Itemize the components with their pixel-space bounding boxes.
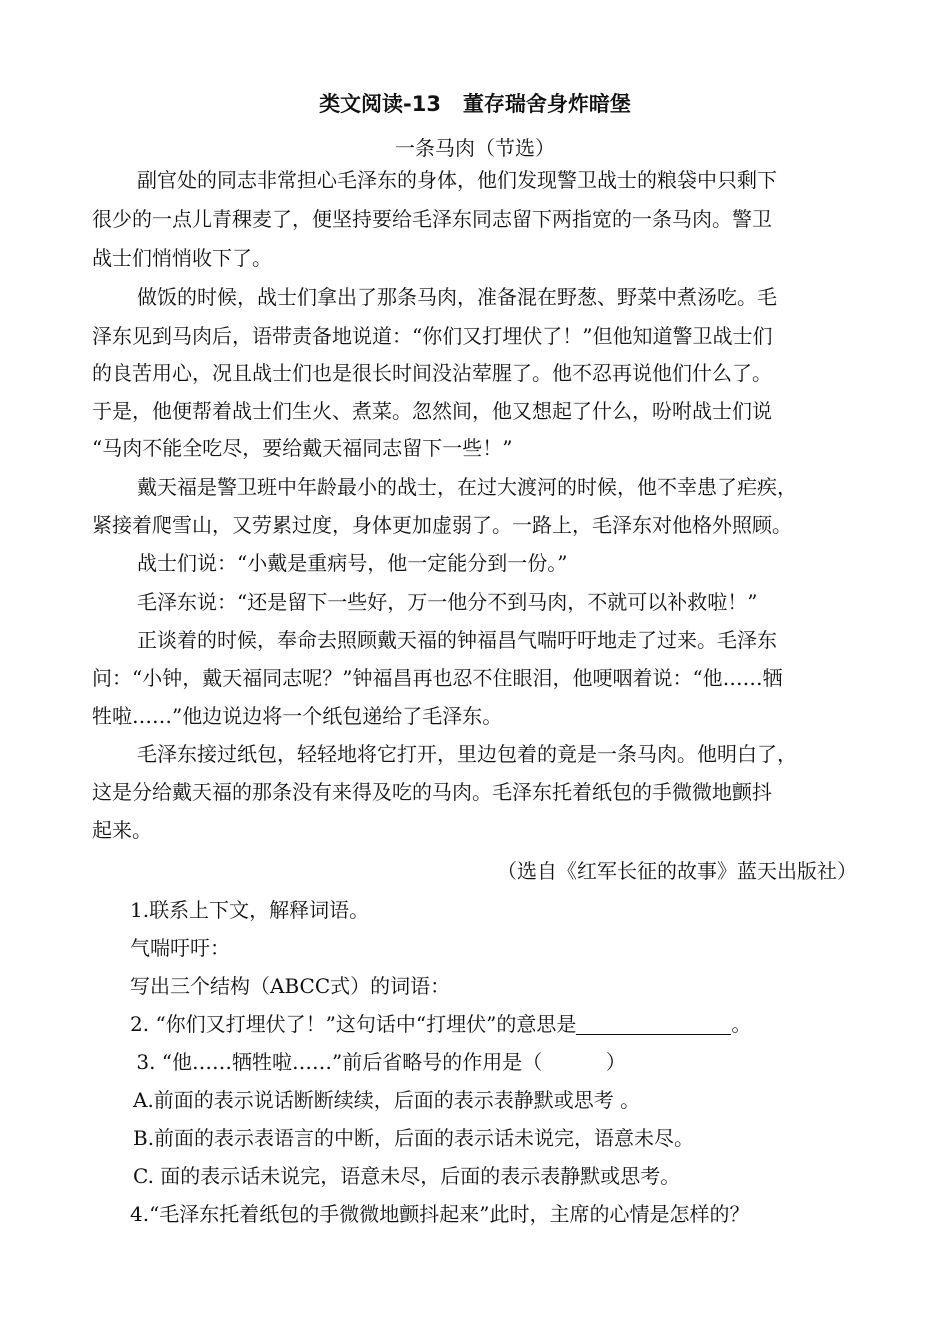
passage-line: 正谈着的时候，奉命去照顾戴天福的钟福昌气喘吁吁地走了过来。毛泽东 [137, 628, 777, 652]
passage-line: 很少的一点儿青稞麦了，便坚持要给毛泽东同志留下两指宽的一条马肉。警卫 [92, 207, 772, 231]
question-2 [130, 1011, 751, 1037]
option-a: A.前面的表示说话断断续续，后面的表示表静默或思考 。 [133, 1088, 641, 1112]
passage-line: 问：“小钟，戴天福同志呢？”钟福昌再也忍不住眼泪，他哽咽着说：“他……牺 [92, 666, 783, 690]
question-1: 1.联系上下文，解释词语。 [130, 898, 370, 922]
passage-line: 于是，他便帮着战士们生火、煮菜。忽然间，他又想起了什么，吩咐战士们说 [92, 399, 772, 423]
passage-line: 战士们悄悄收下了。 [92, 246, 272, 270]
question-4: 4.“毛泽东托着纸包的手微微地颤抖起来”此时，主席的心情是怎样的？ [130, 1202, 750, 1226]
option-b: B.前面的表示表语言的中断，后面的表示话未说完，语意未尽。 [133, 1126, 695, 1150]
answer-blank[interactable] [576, 1014, 731, 1035]
question-2-text: 2. “你们又打埋伏了！”这句话中“打埋伏”的意思是 [130, 1012, 577, 1036]
question-2-end: 。 [731, 1012, 752, 1036]
passage-line: 戴天福是警卫班中年龄最小的战士，在过大渡河的时候，他不幸患了疟疾， [137, 475, 797, 499]
question-1-abcc: 写出三个结构（ABCC式）的词语： [130, 974, 451, 998]
source-citation: （选自《红军长征的故事》蓝天出版社） [497, 859, 857, 883]
passage-line: 副官处的同志非常担心毛泽东的身体，他们发现警卫战士的粮袋中只剩下 [137, 168, 777, 192]
passage-line: 毛泽东说：“还是留下一些好，万一他分不到马肉，不就可以补救啦！” [137, 590, 758, 614]
page-title: 类文阅读-13 董存瑞舍身炸暗堡 [319, 92, 631, 116]
passage-line: 起来。 [92, 818, 152, 842]
passage-line: 这是分给戴天福的那条没有来得及吃的马肉。毛泽东托着纸包的手微微地颤抖 [92, 780, 772, 804]
passage-line: 牲啦……”他边说边将一个纸包递给了毛泽东。 [92, 704, 503, 728]
passage-line: “马肉不能全吃尽，要给戴天福同志留下一些！” [92, 436, 513, 460]
passage-line: 紧接着爬雪山，又劳累过度，身体更加虚弱了。一路上，毛泽东对他格外照顾。 [92, 513, 792, 537]
passage-line: 做饭的时候，战士们拿出了那条马肉，准备混在野葱、野菜中煮汤吃。毛 [137, 285, 777, 309]
question-1-word: 气喘吁吁： [130, 936, 230, 960]
passage-line: 泽东见到马肉后，语带责备地说道：“你们又打埋伏了！”但他知道警卫战士们 [92, 324, 773, 348]
question-3: 3. “他……牺牲啦……”前后省略号的作用是（ ） [130, 1050, 626, 1074]
passage-subtitle: 一条马肉（节选） [395, 136, 555, 160]
option-c: C. 面的表示话未说完，语意未尽，后面的表示表静默或思考。 [133, 1164, 681, 1188]
passage-line: 的良苦用心，况且战士们也是很长时间没沾荤腥了。他不忍再说他们什么了。 [92, 361, 772, 385]
passage-line: 战士们说：“小戴是重病号，他一定能分到一份。” [137, 551, 568, 575]
passage-line: 毛泽东接过纸包，轻轻地将它打开，里边包着的竟是一条马肉。他明白了， [137, 742, 797, 766]
